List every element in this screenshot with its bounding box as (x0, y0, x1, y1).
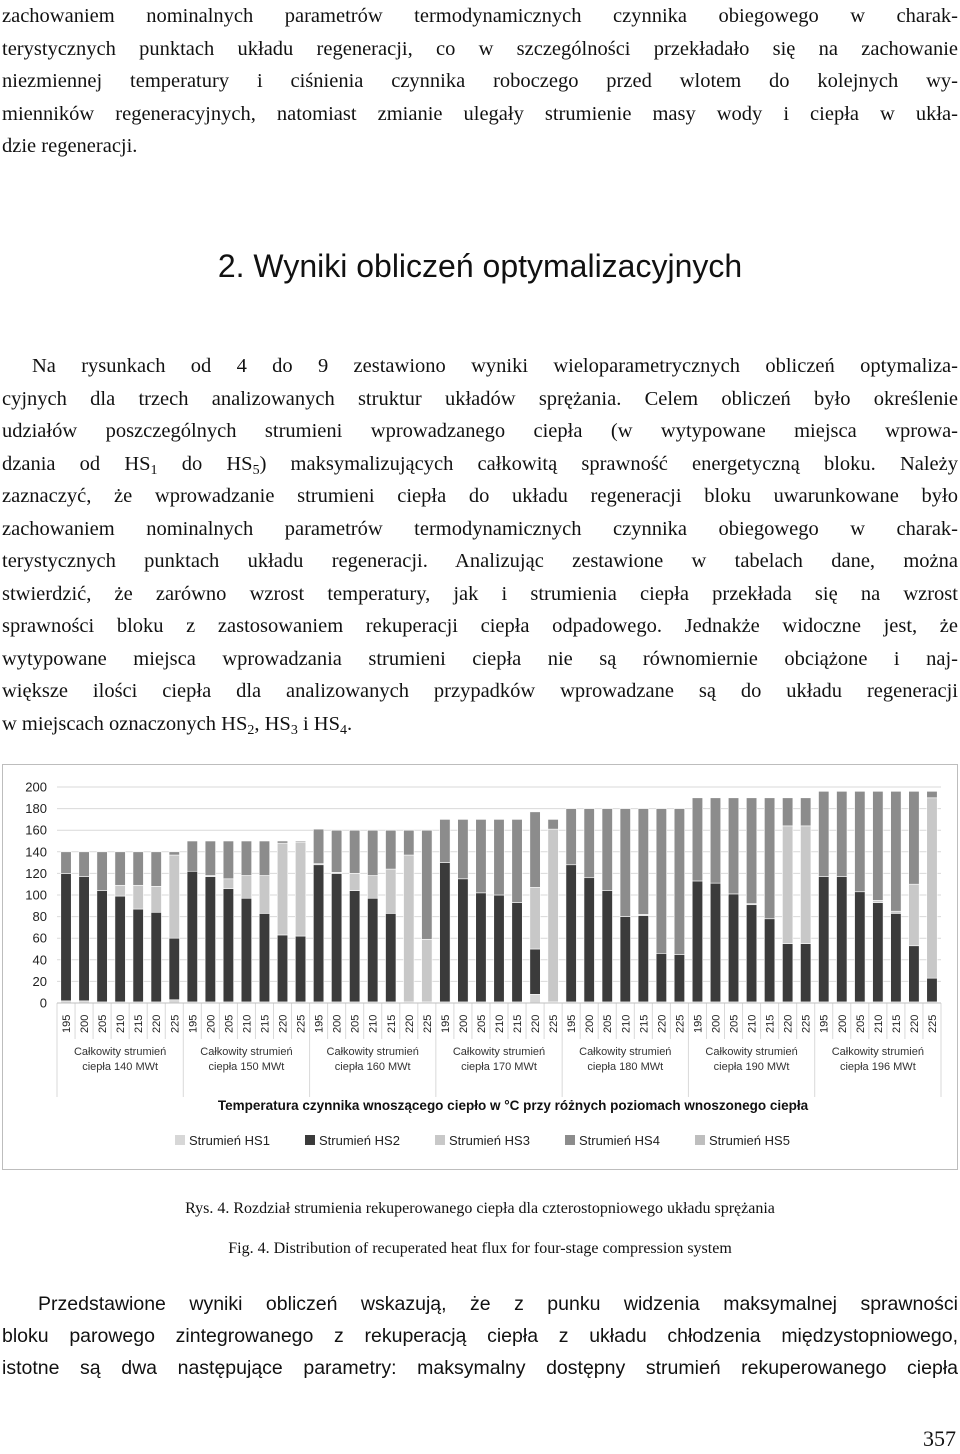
x-tick-label: 215 (385, 1014, 398, 1033)
bar-segment-hs2 (169, 938, 179, 1000)
text-line: istotne są dwa następujące parametry: maksymalny dostępny strumień rekuperowanego ciepła (2, 1357, 958, 1379)
subscript: 5 (252, 462, 260, 478)
bar-segment-hs3 (548, 829, 558, 1002)
bar-segment-hs3 (800, 826, 810, 944)
x-tick-label: 225 (421, 1014, 434, 1033)
bar-segment-hs4 (638, 809, 648, 915)
bar-segment-hs4 (837, 791, 847, 876)
legend-entry: Strumień HS2 (319, 1133, 400, 1148)
bar-segment-hs4 (800, 798, 810, 826)
text-line: wytypowane miejsca wprowadzania strumieni ciepła nie są równomiernie obciążone i naj- (2, 647, 958, 670)
y-tick-label: 100 (25, 887, 47, 903)
x-tick-label: 220 (277, 1014, 290, 1033)
x-tick-label: 225 (548, 1014, 561, 1033)
subscript: 3 (290, 722, 298, 738)
y-tick-label: 120 (25, 865, 47, 881)
text-line: cyjnych dla trzech analizowanych struktur układów sprężania. Celem obliczeń było określenie (2, 387, 958, 410)
bar-segment-hs3 (386, 869, 396, 913)
bar-segment-hs2 (512, 903, 522, 1002)
legend-swatch (565, 1135, 575, 1145)
text-line (2, 708, 958, 741)
section-heading: 2. Wyniki obliczeń optymalizacyjnych (217, 248, 743, 284)
bar-segment-hs3 (241, 876, 251, 899)
x-tick-label: 205 (97, 1014, 110, 1033)
subscript: 4 (339, 722, 347, 738)
bar-segment-hs4 (458, 819, 468, 878)
text-fragment: do HS (157, 452, 253, 475)
bar-segment-hs4 (277, 841, 287, 843)
text-fragment: i HS (297, 712, 340, 735)
bar-segment-hs2 (187, 871, 197, 1002)
text-line: Na rysunkach od 4 do 9 zestawiono wyniki wieloparametrycznych obliczeń optymaliza- (32, 355, 958, 377)
y-tick-label: 180 (25, 801, 47, 817)
bar-segment-hs2 (873, 903, 883, 1002)
text-line: bloku parowego zintegrowanego z rekuperacją ciepła z układu chłodzenia międzystopniowego, (2, 1325, 958, 1347)
group-label: Całkowity strumień (579, 1046, 672, 1058)
y-tick-label: 0 (39, 995, 47, 1011)
bar-segment-hs4 (440, 819, 450, 862)
bar-segment-hs3 (422, 939, 432, 1002)
bar-segment-hs3 (151, 886, 161, 912)
bar-segment-hs4 (61, 852, 71, 874)
x-tick-label: 220 (403, 1014, 416, 1033)
bar-segment-hs4 (187, 841, 197, 871)
bar-segment-hs4 (873, 791, 883, 900)
bar-segment-hs2 (638, 916, 648, 1002)
text-line (2, 448, 958, 481)
x-tick-label: 200 (205, 1014, 218, 1033)
x-tick-label: 210 (241, 1014, 254, 1033)
x-tick-label: 220 (151, 1014, 164, 1033)
group-label: Całkowity strumień (200, 1046, 293, 1058)
bar-segment-hs4 (331, 830, 341, 872)
group-label: ciepła 150 MWt (208, 1061, 285, 1073)
bar-segment-hs2 (205, 877, 215, 1002)
x-tick-label: 210 (620, 1014, 633, 1033)
bar-segment-hs4 (692, 798, 702, 881)
text-line: zaznaczyć, że wprowadzanie strumieni ciepła do układu regeneracji bloku uwarunkowane było (2, 485, 958, 507)
bar-segment-hs1 (530, 994, 540, 1003)
bar-segment-hs2 (746, 905, 756, 1002)
bar-segment-hs2 (891, 913, 901, 1002)
text-fragment: w miejscach oznaczonych HS (2, 712, 248, 735)
bar-segment-hs4 (386, 830, 396, 869)
bar-segment-hs3 (530, 887, 540, 949)
x-tick-label: 225 (800, 1014, 813, 1033)
group-label: Całkowity strumień (326, 1046, 419, 1058)
chart-title: Temperatura czynnika wnoszącego ciepło w °C przy różnych poziomach wnoszonego ciepła (217, 1098, 809, 1113)
bar-segment-hs4 (764, 798, 774, 919)
group-label: Całkowity strumień (73, 1046, 167, 1058)
x-tick-label: 195 (187, 1014, 200, 1033)
legend-swatch (175, 1135, 185, 1145)
bar-segment-hs3 (909, 884, 919, 946)
text-line: zachowaniem nominalnych parametrów termodynamicznych czynnika obiegowego w charak- (2, 517, 958, 540)
bar-segment-hs4 (746, 798, 756, 904)
bar-segment-hs3 (349, 873, 359, 890)
x-tick-label: 200 (710, 1014, 723, 1033)
bar-segment-hs4 (422, 830, 432, 939)
bar-segment-hs3 (404, 855, 414, 1002)
text-line: dzie regeneracji. (2, 135, 138, 157)
group-label: Całkowity strumień (831, 1046, 925, 1058)
figure-caption-en: Fig. 4. Distribution of recuperated heat flux for four-stage compression system (228, 1240, 732, 1257)
text-line: sprawności bloku z zastosowaniem rekuperacji ciepła odpadowego. Jednakże widoczne jest, że (2, 615, 958, 637)
bar-segment-hs2 (367, 898, 377, 1002)
bar-segment-hs2 (837, 877, 847, 1002)
bar-segment-hs3 (133, 885, 143, 909)
bar-segment-hs4 (620, 809, 630, 917)
bar-segment-hs4 (241, 841, 251, 876)
y-tick-label: 60 (32, 930, 47, 946)
bar-segment-hs4 (404, 830, 414, 855)
subscript: 1 (150, 462, 158, 478)
x-tick-label: 205 (602, 1014, 615, 1033)
x-tick-label: 195 (566, 1014, 579, 1033)
bar-segment-hs4 (494, 819, 504, 895)
bar-segment-hs2 (476, 893, 486, 1002)
x-tick-label: 225 (926, 1014, 939, 1033)
group-label: ciepła 190 MWt (713, 1061, 790, 1073)
bar-segment-hs4 (313, 829, 323, 864)
bar-segment-hs2 (133, 909, 143, 1002)
bar-segment-hs2 (656, 953, 666, 1002)
bar-segment-hs4 (259, 841, 269, 876)
bar-segment-hs4 (97, 852, 107, 891)
figure-caption-pl: Rys. 4. Rozdział strumienia rekuperowanego ciepła dla czterostopniowego układu sprężania (185, 1200, 775, 1217)
x-tick-label: 215 (764, 1014, 777, 1033)
bar-segment-hs4 (115, 852, 125, 885)
group-label: ciepła 196 MWt (839, 1061, 916, 1073)
bar-segment-hs4 (584, 809, 594, 878)
bar-segment-hs2 (151, 912, 161, 1002)
bar-segment-hs2 (313, 865, 323, 1002)
x-tick-label: 225 (169, 1014, 182, 1033)
x-tick-label: 200 (584, 1014, 597, 1033)
bar-segment-hs2 (692, 881, 702, 1002)
x-tick-label: 205 (349, 1014, 362, 1033)
x-tick-label: 210 (746, 1014, 759, 1033)
text-fragment: . (346, 712, 353, 735)
x-tick-label: 195 (61, 1014, 74, 1033)
bar-segment-hs4 (855, 791, 865, 891)
x-tick-label: 225 (674, 1014, 687, 1033)
legend-entry: Strumień HS3 (449, 1133, 530, 1148)
bar-segment-hs2 (710, 883, 720, 1002)
bar-segment-hs3 (927, 798, 937, 978)
bar-segment-hs2 (349, 891, 359, 1002)
x-tick-label: 220 (656, 1014, 669, 1033)
bar-segment-hs4 (205, 841, 215, 876)
text-line: terystycznych punktach układu regeneracji. Analizując zestawione w tabelach dane, można (2, 550, 958, 572)
bar-segment-hs2 (602, 891, 612, 1002)
y-tick-label: 200 (25, 779, 47, 795)
bar-segment-hs3 (223, 879, 233, 889)
x-tick-label: 215 (133, 1014, 146, 1033)
x-tick-label: 210 (115, 1014, 128, 1033)
bar-segment-hs3 (367, 876, 377, 899)
bar-segment-hs2 (79, 877, 89, 1001)
x-tick-label: 200 (79, 1014, 92, 1033)
bar-segment-hs2 (674, 954, 684, 1002)
bottom-paragraph (2, 1288, 958, 1384)
x-tick-label: 195 (313, 1014, 326, 1033)
bar-segment-hs4 (548, 819, 558, 829)
bar-segment-hs2 (223, 889, 233, 1002)
x-tick-label: 225 (295, 1014, 308, 1033)
legend-entry: Strumień HS5 (709, 1133, 790, 1148)
x-tick-label: 220 (782, 1014, 795, 1033)
bar-segment-hs2 (620, 917, 630, 1002)
bar-segment-hs4 (367, 830, 377, 875)
bar-segment-hs2 (259, 913, 269, 1002)
bar-segment-hs4 (674, 809, 684, 955)
bar-segment-hs2 (855, 892, 865, 1002)
x-tick-label: 205 (475, 1014, 488, 1033)
bar-segment-hs3 (873, 900, 883, 902)
bar-segment-hs3 (782, 826, 792, 944)
x-tick-label: 215 (890, 1014, 903, 1033)
bar-segment-hs2 (584, 878, 594, 1002)
y-tick-label: 140 (25, 844, 47, 860)
main-paragraph (2, 350, 958, 740)
bar-segment-hs4 (151, 852, 161, 887)
x-tick-label: 210 (367, 1014, 380, 1033)
bar-segment-hs4 (909, 791, 919, 884)
x-tick-label: 215 (259, 1014, 272, 1033)
bar-segment-hs2 (295, 936, 305, 1002)
x-tick-label: 210 (872, 1014, 885, 1033)
group-label: ciepła 180 MWt (587, 1061, 664, 1073)
bar-segment-hs4 (530, 812, 540, 888)
bar-segment-hs2 (782, 944, 792, 1002)
bar-segment-hs3 (169, 855, 179, 938)
bar-segment-hs2 (277, 935, 287, 1002)
bar-segment-hs4 (782, 798, 792, 826)
bar-segment-hs3 (277, 843, 287, 935)
top-paragraph (2, 0, 958, 163)
text-line: Przedstawione wyniki obliczeń wskazują, że z punku widzenia maksymalnej sprawności (38, 1293, 958, 1315)
group-label: Całkowity strumień (452, 1046, 546, 1058)
x-tick-label: 220 (908, 1014, 921, 1033)
bar-segment-hs4 (169, 852, 179, 855)
bar-segment-hs4 (927, 791, 937, 797)
group-label: Całkowity strumień (705, 1046, 798, 1058)
page-number: 357 (923, 1426, 956, 1451)
x-tick-label: 205 (854, 1014, 867, 1033)
bar-segment-hs4 (512, 819, 522, 902)
legend-swatch (435, 1135, 445, 1145)
text-line: mienników regeneracyjnych, natomiast zmianie ulegały strumienie masy wody i ciepła w ukła- (2, 102, 958, 125)
legend-entry: Strumień HS1 (189, 1133, 270, 1148)
bar-segment-hs4 (728, 798, 738, 894)
bar-segment-hs4 (295, 841, 305, 842)
x-tick-label: 205 (223, 1014, 236, 1033)
bar-segment-hs4 (79, 852, 89, 877)
bar-segment-hs2 (386, 913, 396, 1002)
y-tick-label: 80 (32, 909, 47, 925)
y-tick-label: 20 (32, 973, 47, 989)
bar-segment-hs2 (728, 894, 738, 1002)
group-label: ciepła 140 MWt (82, 1061, 159, 1073)
bar-segment-hs2 (927, 978, 937, 1002)
text-fragment: ) maksymalizujących całkowitą sprawność energetyczną bloku. Należy (259, 452, 958, 475)
x-tick-label: 215 (638, 1014, 651, 1033)
x-tick-label: 210 (494, 1014, 506, 1033)
text-fragment: , HS (254, 712, 291, 735)
figure (2, 764, 958, 1170)
bar-segment-hs2 (440, 863, 450, 1002)
group-label: ciepła 170 MWt (461, 1061, 537, 1073)
bar-segment-hs2 (97, 891, 107, 1002)
x-tick-label: 195 (439, 1014, 452, 1033)
text-line: stwierdzić, że zarówno wzrost temperatury, jak i strumienia ciepła przekłada się na wzrost (2, 582, 958, 605)
text-line: niezmiennej temperatury i ciśnienia czynnika roboczego przed wlotem do kolejnych wy- (2, 70, 958, 92)
bar-segment-hs4 (710, 798, 720, 883)
legend-entry: Strumień HS4 (579, 1133, 660, 1148)
x-tick-label: 205 (728, 1014, 741, 1033)
text-line: udziałów poszczególnych strumieni wprowadzanego ciepła (w wytypowane miejsca wprowa- (2, 420, 958, 442)
bar-segment-hs2 (909, 946, 919, 1002)
stacked-bar-chart (3, 765, 957, 1169)
bar-segment-hs4 (819, 791, 829, 876)
bar-segment-hs2 (115, 896, 125, 1002)
x-tick-label: 200 (457, 1014, 470, 1033)
bar-segment-hs4 (602, 809, 612, 891)
bar-segment-hs2 (61, 873, 71, 1000)
bar-segment-hs2 (800, 944, 810, 1002)
legend-swatch (305, 1135, 315, 1145)
bar-segment-hs2 (331, 873, 341, 1002)
x-tick-label: 220 (530, 1014, 543, 1033)
bar-segment-hs2 (241, 898, 251, 1002)
y-tick-label: 160 (25, 822, 47, 838)
x-tick-label: 200 (836, 1014, 849, 1033)
text-line: zachowaniem nominalnych parametrów termodynamicznych czynnika obiegowego w charak- (2, 5, 958, 27)
bar-segment-hs2 (458, 879, 468, 1002)
bar-segment-hs3 (115, 885, 125, 896)
bar-segment-hs3 (259, 876, 269, 914)
x-tick-label: 215 (512, 1014, 525, 1033)
text-line: terystycznych punktach układu regeneracji, co w szczególności przekładało się na zachowanie (2, 37, 958, 60)
bar-segment-hs4 (476, 819, 486, 892)
bar-segment-hs2 (494, 895, 504, 1002)
bar-segment-hs4 (223, 841, 233, 879)
y-tick-label: 40 (32, 952, 47, 968)
bar-segment-hs4 (349, 830, 359, 873)
bar-segment-hs4 (891, 791, 901, 911)
subscript: 2 (247, 722, 255, 738)
bar-segment-hs3 (295, 842, 305, 936)
bar-segment-hs2 (819, 877, 829, 1002)
bar-segment-hs2 (566, 865, 576, 1002)
bar-segment-hs4 (566, 809, 576, 865)
text-line: większe ilości ciepła dla analizowanych przypadków wprowadzane są do układu regeneracji (2, 680, 958, 702)
bar-segment-hs4 (133, 852, 143, 885)
group-label: ciepła 160 MWt (334, 1061, 411, 1073)
x-tick-label: 195 (692, 1014, 705, 1033)
bar-segment-hs2 (764, 919, 774, 1002)
x-tick-label: 195 (818, 1014, 831, 1033)
bar-segment-hs4 (656, 809, 666, 954)
x-tick-label: 200 (331, 1014, 344, 1033)
text-fragment: dzania od HS (2, 452, 151, 475)
bar-segment-hs2 (530, 949, 540, 994)
legend-swatch (695, 1135, 705, 1145)
bar-segment-hs3 (891, 911, 901, 913)
